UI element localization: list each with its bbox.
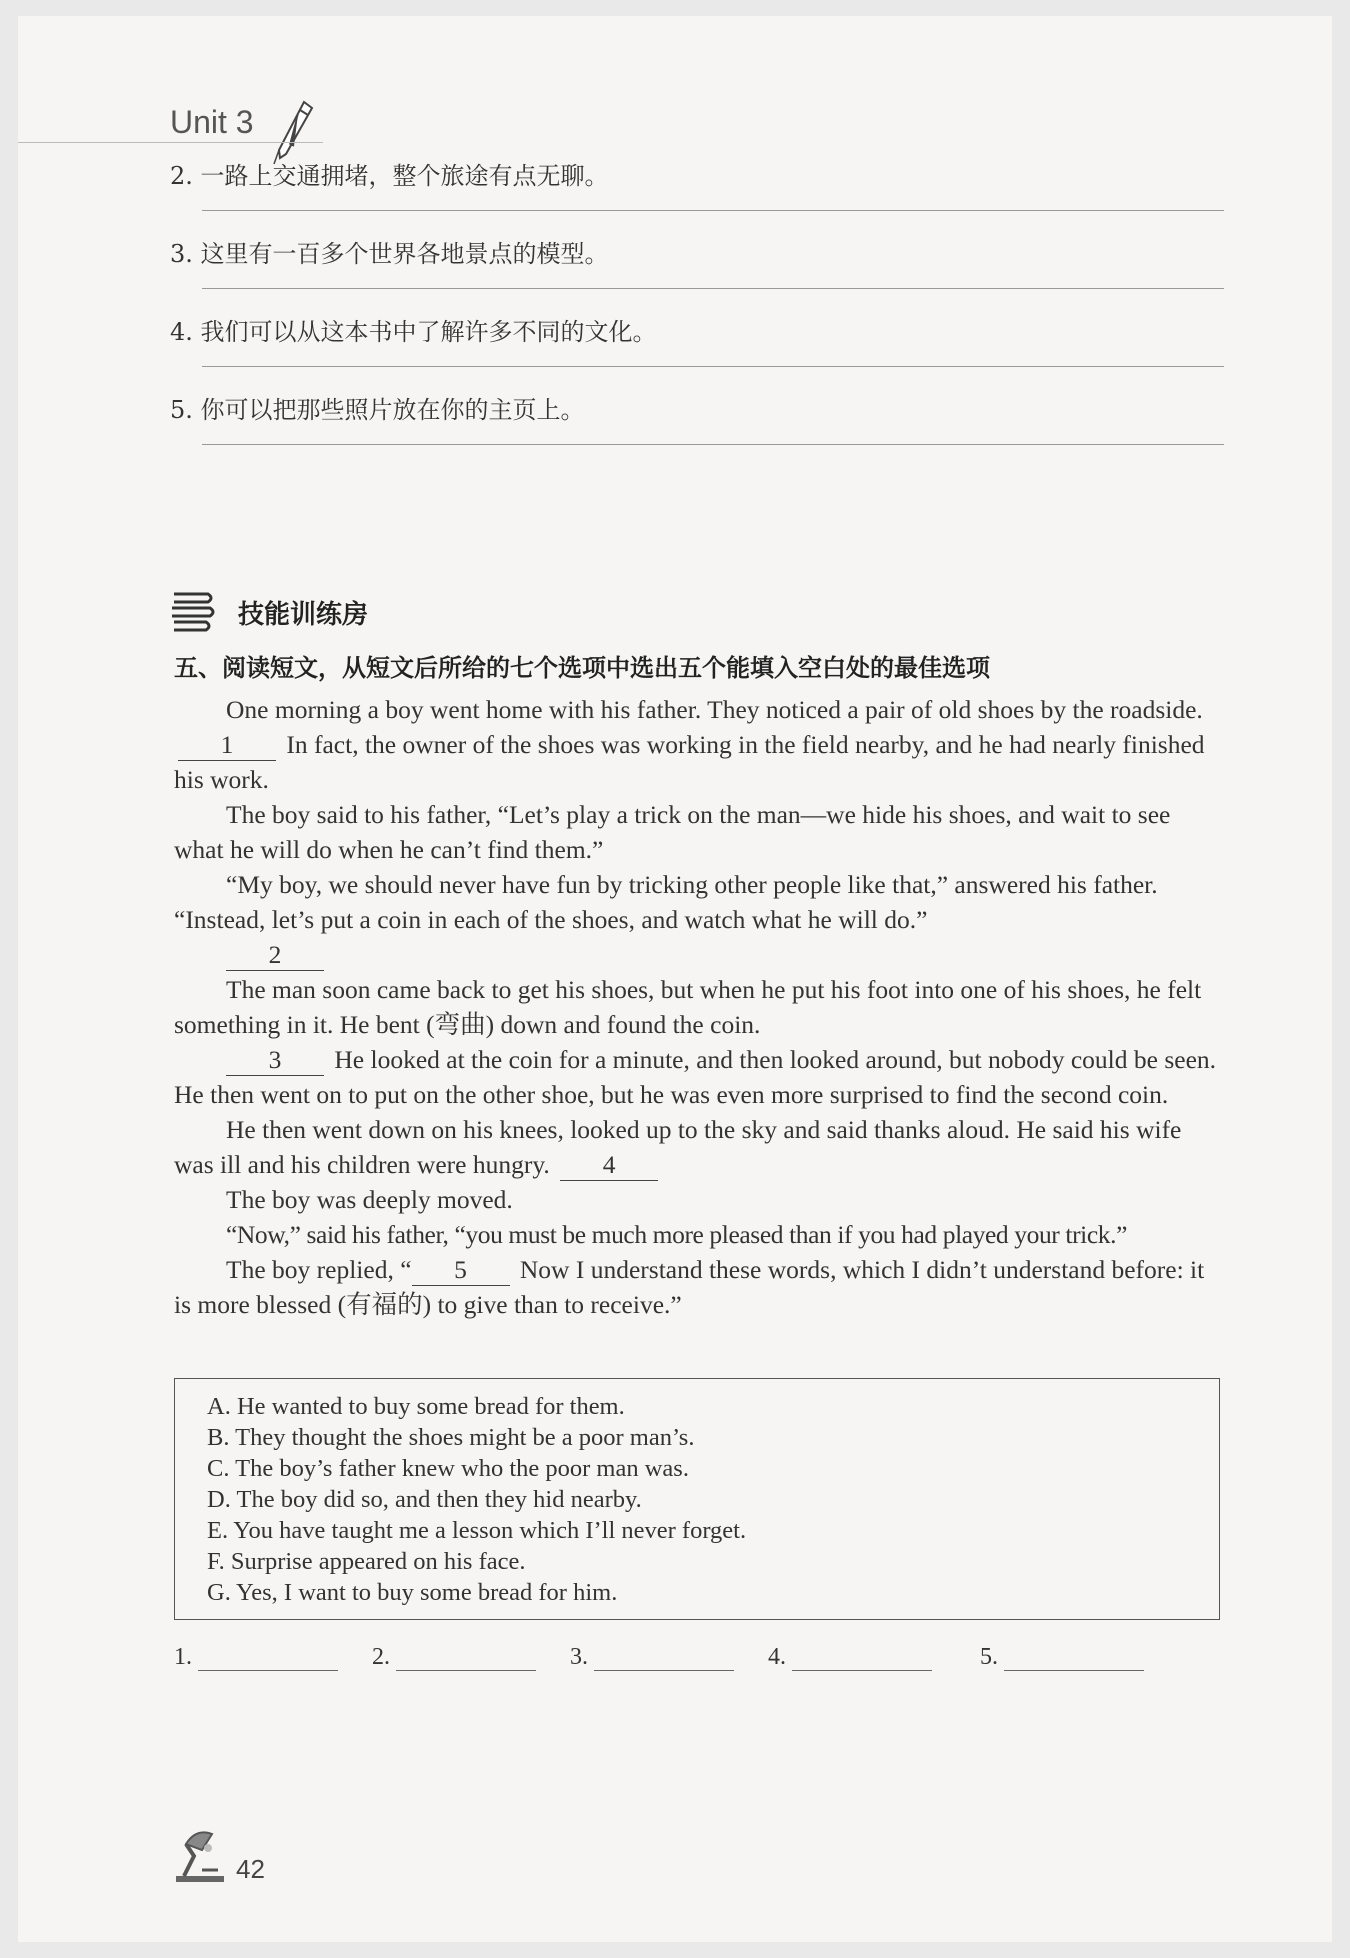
option-b: B. They thought the shoes might be a poor man’s. [207, 1424, 695, 1451]
translation-item-2: 2. 一路上交通拥堵，整个旅途有点无聊。 [170, 162, 609, 190]
passage-text: He then went down on his knees, looked up to the sky and said thanks aloud. He said his wife was ill and his children were hungry. [174, 1115, 1182, 1179]
answer-slot-4 [768, 1644, 932, 1671]
passage-paragraph-5 [174, 1042, 1224, 1112]
blank-2[interactable]: 2 [226, 940, 324, 971]
answer-blank-4[interactable] [792, 1644, 932, 1671]
blank-4[interactable]: 4 [560, 1150, 658, 1181]
passage-paragraph-blank2 [174, 937, 1224, 972]
answer-label: 4. [768, 1644, 786, 1670]
translation-item-4: 4. 我们可以从这本书中了解许多不同的文化。 [170, 318, 657, 346]
passage-paragraph-4: The man soon came back to get his shoes, but when he put his foot into one of his shoes, he felt something in it. He bent (弯曲) down and found the coin. [174, 975, 1202, 1039]
unit-title: Unit 3 [170, 104, 254, 140]
option-d: D. The boy did so, and then they hid nearby. [207, 1486, 642, 1513]
passage-paragraph-8: “Now,” said his father, “you must be much more pleased than if you had played your trick.” [226, 1220, 1128, 1249]
option-c: C. The boy’s father knew who the poor man was. [207, 1455, 689, 1482]
desk-lamp-icon [172, 1826, 228, 1884]
answer-slot-2 [372, 1644, 536, 1671]
blank-1[interactable]: 1 [178, 730, 276, 761]
passage-text: In fact, the owner of the shoes was working in the field nearby, and he had nearly finished his work. [174, 730, 1205, 794]
option-g: G. Yes, I want to buy some bread for him. [207, 1579, 618, 1606]
passage-paragraph-6 [174, 1112, 1224, 1182]
answer-line-5[interactable] [202, 444, 1224, 445]
passage-text: One morning a boy went home with his father. They noticed a pair of old shoes by the roadside. [226, 695, 1203, 724]
skills-section-title: 技能训练房 [238, 600, 369, 630]
answer-line-3[interactable] [202, 288, 1224, 289]
options-box [174, 1378, 1220, 1620]
answer-label: 3. [570, 1644, 588, 1670]
answer-label: 1. [174, 1644, 192, 1670]
translation-item-5: 5. 你可以把那些照片放在你的主页上。 [170, 396, 585, 424]
answer-blank-2[interactable] [396, 1644, 536, 1671]
passage-text: He looked at the coin for a minute, and then looked around, but nobody could be seen. He then went on to put on the other shoe, but he was even more surprised to find the second coin. [174, 1045, 1217, 1109]
section-instruction: 五、阅读短文，从短文后所给的七个选项中选出五个能填入空白处的最佳选项 [174, 654, 990, 682]
answer-blank-3[interactable] [594, 1644, 734, 1671]
passage-paragraph-7: The boy was deeply moved. [226, 1185, 513, 1214]
answer-line-2[interactable] [202, 210, 1224, 211]
answer-slot-5 [980, 1644, 1144, 1671]
reading-passage [174, 692, 1224, 1322]
passage-paragraph-9 [174, 1252, 1224, 1322]
translation-item-3: 3. 这里有一百多个世界各地景点的模型。 [170, 240, 609, 268]
option-e: E. You have taught me a lesson which I’ll never forget. [207, 1517, 747, 1544]
passage-paragraph-2: The boy said to his father, “Let’s play a trick on the man—we hide his shoes, and wait to see what he will do when he can’t find them.” [174, 800, 1171, 864]
passage-text: Now I understand these words, which I didn’t understand before: it is more blessed (有福的) to give than to receive.” [174, 1255, 1205, 1319]
answer-slot-3 [570, 1644, 734, 1671]
answer-slot-1 [174, 1644, 338, 1671]
stacked-books-icon [170, 588, 216, 634]
answer-line-4[interactable] [202, 366, 1224, 367]
answer-label: 5. [980, 1644, 998, 1670]
option-f: F. Surprise appeared on his face. [207, 1548, 526, 1575]
passage-text: The boy replied, “ [226, 1255, 412, 1284]
workbook-page [18, 16, 1332, 1942]
answer-blank-5[interactable] [1004, 1644, 1144, 1671]
blank-5[interactable]: 5 [412, 1255, 510, 1286]
passage-paragraph-1 [174, 692, 1224, 797]
passage-paragraph-3: “My boy, we should never have fun by tricking other people like that,” answered his father. “Instead, let’s put a coin in each of the shoes, and watch what he will do.” [174, 870, 1158, 934]
option-a: A. He wanted to buy some bread for them. [207, 1393, 625, 1420]
answer-blank-1[interactable] [198, 1644, 338, 1671]
blank-3[interactable]: 3 [226, 1045, 324, 1076]
page-number: 42 [236, 1854, 265, 1884]
header-rule [18, 142, 323, 143]
answer-row [174, 1644, 1224, 1684]
answer-label: 2. [372, 1644, 390, 1670]
